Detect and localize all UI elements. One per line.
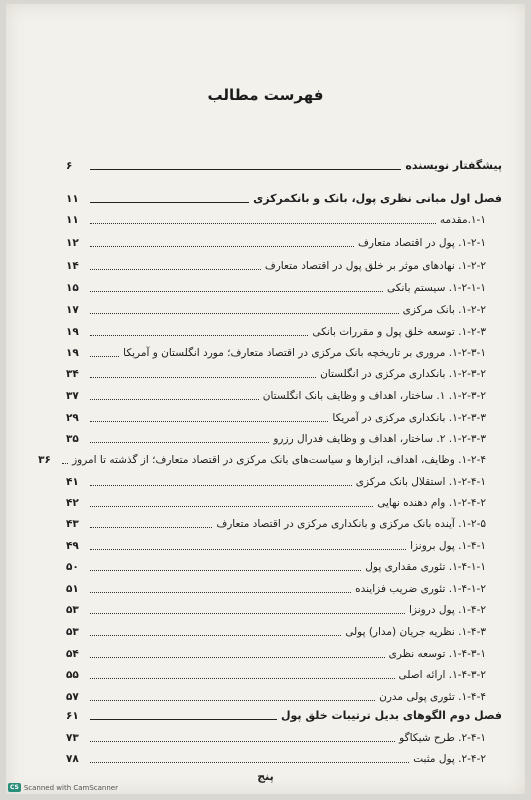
toc-entry-title: پیشگفتار نویسنده [405, 159, 502, 172]
toc-leader-line [62, 463, 68, 464]
toc-leader-line [90, 377, 316, 378]
toc-entry-title: ۱-۲-۲. بانک مرکزی [402, 304, 486, 316]
toc-entry-title: ۱-۲-۳. توسعه خلق پول و مقررات بانکی [312, 326, 486, 338]
toc-entry [66, 747, 502, 767]
toc-leader-line [90, 269, 261, 270]
toc-entry-page: ۵۴ [66, 648, 79, 660]
toc-entry-title: ۱-۴-۲. پول درونزا [409, 604, 486, 616]
document-page [6, 4, 525, 794]
toc-leader-line [90, 335, 308, 336]
toc-entry-page: ۱۱ [66, 193, 79, 205]
toc-entry-title: ۱-۴-۱-۱. تئوری مقداری پول [365, 561, 486, 573]
toc-leader-line [90, 399, 259, 400]
toc-entry-title: ۱-۴-۳. نظریه جریان (مدار) پولی [345, 626, 486, 638]
toc-entry-title: ۱-۲-۱. پول در اقتصاد متعارف [357, 237, 486, 249]
toc-leader-line [90, 223, 436, 224]
toc-entry-page: ۷۸ [66, 753, 79, 765]
toc-entry [66, 598, 502, 618]
toc-leader-line [90, 421, 328, 422]
toc-entry [66, 512, 502, 532]
toc-entry-page: ۵۳ [66, 604, 79, 616]
toc-entry-title: ۱-۴-۱-۲. تئوری ضریب فزاینده [355, 583, 486, 595]
toc-leader-line [90, 762, 409, 763]
toc-entry-title: ۲-۴-۲. پول مثبت [413, 753, 486, 765]
toc-entry-page: ۴۳ [66, 518, 79, 530]
toc-entry [38, 448, 502, 468]
toc-entry-title: ۱-۴-۴. تئوری پولی مدرن [379, 691, 486, 703]
toc-entry-title: ۱-۲-۳-۳. ۲. ساختار، اهداف و وظایف فدرال رزرو [273, 433, 486, 445]
camscanner-logo: CS [10, 784, 19, 791]
toc-leader-line [90, 356, 119, 357]
toc-entry [66, 298, 502, 318]
toc-entry-title: ۱-۲-۱-۱. سیستم بانکی [386, 282, 486, 294]
toc-entry-title: ۱-۴-۱. پول برونزا [410, 540, 486, 552]
toc-leader-line [90, 291, 383, 292]
toc-entry-title: ۱-۲-۲. نهادهای موثر بر خلق پول در اقتصاد متعارف [264, 260, 486, 272]
toc-entry [66, 577, 502, 597]
toc-entry-title: ۱-۲-۴-۲. وام دهنده نهایی [377, 497, 486, 509]
toc-leader-line [90, 313, 399, 314]
toc-entry-title: فصل اول مبانی نظری پول، بانک و بانکمرکزی [253, 192, 502, 205]
toc-entry-page: ۵۳ [66, 626, 79, 638]
toc-entry [66, 208, 502, 228]
toc-entry-title: ۱-۲-۳-۲. بانکداری مرکزی در انگلستان [320, 368, 486, 380]
toc-leader-line [90, 592, 351, 593]
toc-entry-title: ۱-۴-۳-۱. توسعه نظری [388, 648, 486, 660]
scanner-watermark [8, 783, 118, 792]
toc-entry-page: ۳۷ [66, 390, 79, 402]
toc-entry-page: ۲۹ [66, 412, 79, 424]
toc-entry [66, 726, 502, 746]
toc-entry [66, 620, 502, 640]
toc-entry-page: ۶ [66, 160, 73, 172]
toc-entry [66, 320, 502, 340]
toc-entry [66, 555, 502, 575]
toc-leader-line [90, 657, 385, 658]
toc-entry [66, 427, 502, 447]
toc-leader-line [90, 549, 406, 550]
toc-leader-line [90, 246, 354, 247]
toc-entry-page: ۱۹ [66, 347, 79, 359]
toc-entry [66, 642, 502, 662]
toc-leader-line [90, 678, 395, 679]
toc-entry-title: ۱-۱.مقدمه [439, 214, 486, 226]
toc-entry-page: ۳۶ [38, 454, 51, 466]
toc-entry-page: ۱۱ [66, 214, 79, 226]
toc-entry-page: ۷۳ [66, 732, 79, 744]
toc-leader-line [90, 613, 405, 614]
toc-entry [66, 534, 502, 554]
toc-entry [66, 384, 502, 404]
toc-entry [66, 491, 502, 511]
toc-entry [66, 231, 502, 251]
toc-leader-line [90, 442, 269, 443]
toc-leader-line [90, 485, 352, 486]
toc-entry [66, 663, 502, 683]
toc-entry-page: ۳۵ [66, 433, 79, 445]
toc-entry [66, 704, 502, 724]
toc-entry-title: ۱-۲-۴-۱. استقلال بانک مرکزی [355, 476, 486, 488]
toc-entry-page: ۴۱ [66, 476, 79, 488]
toc-entry-title: ۱-۲-۴. وظایف، اهداف، ابزارها و سیاست‌های بانک مرکزی در اقتصاد متعارف؛ از گذشته تا امروز [72, 454, 486, 466]
toc-entry-page: ۵۱ [66, 583, 79, 595]
toc-entry-page: ۴۹ [66, 540, 79, 552]
toc-entry-page: ۱۴ [66, 260, 79, 272]
toc-leader-line [90, 169, 401, 170]
toc-entry-page: ۱۵ [66, 282, 79, 294]
toc-entry [66, 254, 502, 274]
toc-entry-page: ۱۹ [66, 326, 79, 338]
toc-entry-page: ۵۷ [66, 691, 79, 703]
toc-entry-title: ۲-۴-۱. طرح شیکاگو [399, 732, 486, 744]
page-number: پنج [257, 770, 274, 783]
toc-entry-page: ۳۴ [66, 368, 79, 380]
toc-entry [66, 276, 502, 296]
toc-entry [66, 187, 502, 207]
toc-leader-line [90, 202, 249, 203]
scanner-label: Scanned with CamScanner [23, 783, 118, 792]
toc-entry [66, 362, 502, 382]
toc-entry-page: ۵۰ [66, 561, 79, 573]
toc-entry-title: ۱-۲-۳-۱. مروری بر تاریخچه بانک مرکزی در اقتصاد متعارف؛ مورد انگلستان و آمریکا [123, 347, 486, 359]
toc-leader-line [90, 506, 373, 507]
toc-entry-page: ۶۱ [66, 710, 79, 722]
page-title: فهرست مطالب [207, 86, 324, 104]
toc-entry-title: ۱-۲-۵. آینده بانک مرکزی و بانکداری مرکزی در اقتصاد متعارف [216, 518, 486, 530]
toc-entry-title: ۱-۲-۳-۲. ۱. ساختار، اهداف و وظایف بانک انگلستان [262, 390, 486, 402]
toc-entry [66, 685, 502, 705]
toc-entry [66, 470, 502, 490]
toc-entry-page: ۱۲ [66, 237, 79, 249]
toc-entry-title: ۱-۲-۳-۳. بانکداری مرکزی در آمریکا [332, 412, 486, 424]
toc-entry-title: ۱-۴-۳-۲. ارائه اصلی [398, 669, 486, 681]
toc-entry [66, 406, 502, 426]
toc-entry [66, 154, 502, 174]
toc-leader-line [90, 527, 212, 528]
toc-leader-line [90, 635, 341, 636]
toc-entry-page: ۱۷ [66, 304, 79, 316]
toc-leader-line [90, 741, 395, 742]
toc-leader-line [90, 570, 361, 571]
toc-entry [66, 341, 502, 361]
toc-entry-page: ۵۵ [66, 669, 79, 681]
toc-entry-title: فصل دوم الگوهای بدیل ترتیبات خلق پول [280, 709, 502, 722]
toc-leader-line [90, 700, 375, 701]
toc-entry-page: ۴۲ [66, 497, 79, 509]
toc-leader-line [90, 719, 277, 720]
